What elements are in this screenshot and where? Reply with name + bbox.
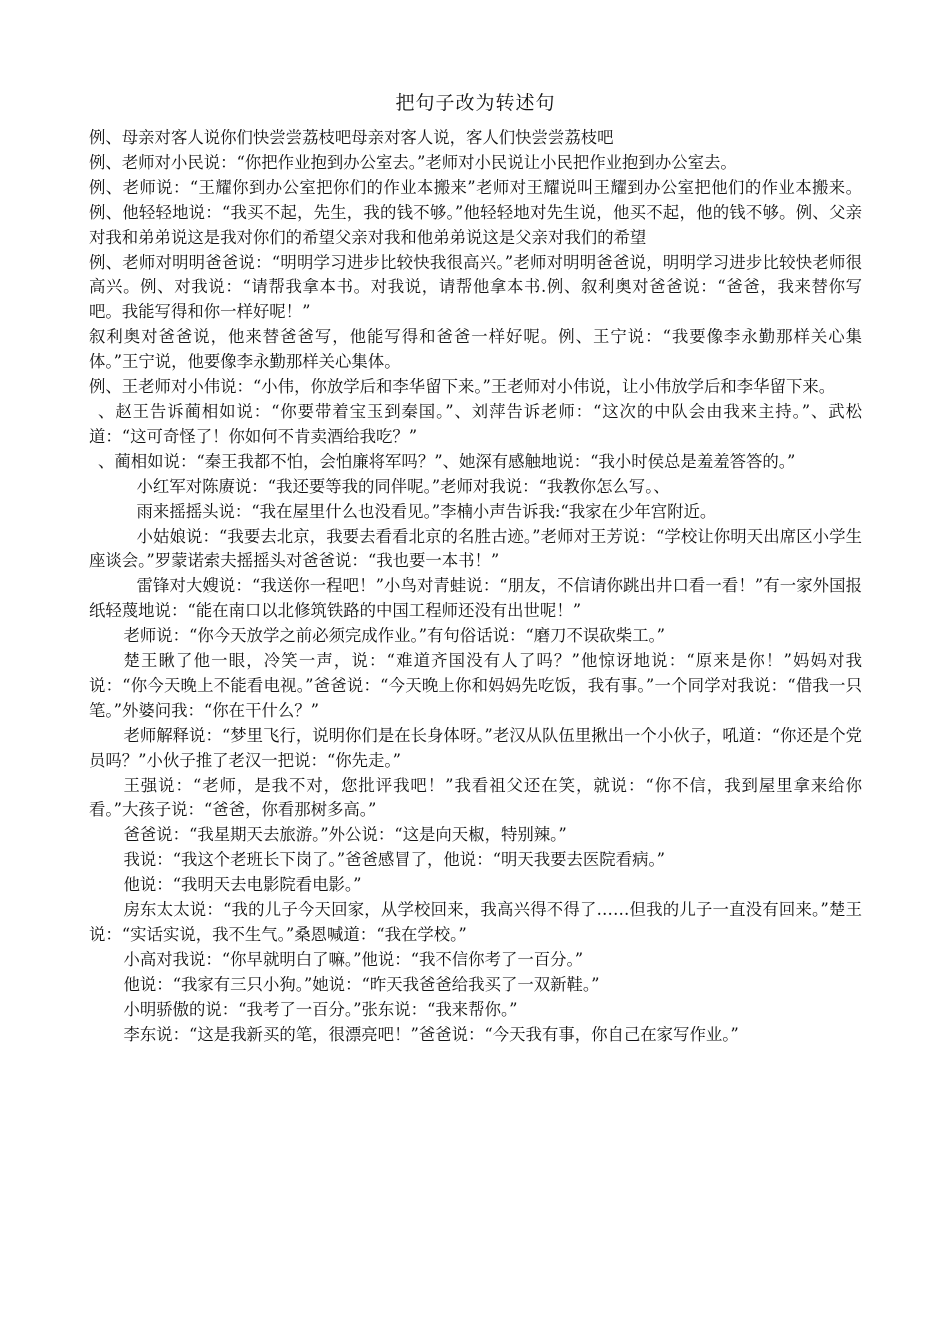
paragraph-6: 例、王老师对小伟说：“小伟，你放学后和李华留下来。”王老师对小伟说，让小伟放学后和李华留下来。 <box>89 377 836 397</box>
paragraph-18: 我说：“我这个老班长下岗了。”爸爸感冒了，他说：“明天我要去医院看病。” <box>123 850 666 870</box>
paragraph-14: 楚王瞅了他一眼，冷笑一声，说：“难道齐国没有人了吗？”他惊讶地说：“原来是你！”妈妈对我说：“你今天晚上不能看电视。”爸爸说：“今天晚上你和妈妈先吃饭，我有事。”一个同学对我说：“借我一只笔。”外婆问我：“你在干什么？” <box>89 651 862 720</box>
paragraph-11: 小姑娘说：“我要去北京，我要去看看北京的名胜古迹。”老师对王芳说：“学校让你明天出席区小学生座谈会。”罗蒙诺索夫摇摇头对爸爸说：“我也要一本书！” <box>89 526 862 571</box>
paragraph-17: 爸爸说：“我星期天去旅游。”外公说：“这是向天椒，特别辣。” <box>123 825 567 845</box>
paragraph-8: 、蔺相如说：“秦王我都不怕，会怕廉将军吗？”、她深有感触地说：“我小时侯总是羞羞答答的。” <box>98 451 796 471</box>
paragraph-15: 老师解释说：“梦里飞行，说明你们是在长身体呀。”老汉从队伍里揪出一个小伙子，吼道：“你还是个党员吗？”小伙子推了老汉一把说：“你先走。” <box>89 725 862 770</box>
paragraph-1: 例、母亲对客人说你们快尝尝荔枝吧母亲对客人说，客人们快尝尝荔枝吧 <box>89 128 614 147</box>
paragraph-20: 房东太太说：“我的儿子今天回家，从学校回来，我高兴得不得了……但我的儿子一直没有回来。”楚王说：“实话实说，我不生气。”桑恩喊道：“我在学校。” <box>89 900 862 944</box>
paragraph-21: 小高对我说：“你早就明白了嘛。”他说：“我不信你考了一百分。” <box>123 949 584 969</box>
paragraph-3: 例、老师说：“王耀你到办公室把你们的作业本搬来”老师对王耀说叫王耀到办公室把他们的作业本搬来。例、他轻轻地说：“我买不起，先生，我的钱不够。”他轻轻地对先生说，他买不起，他的钱不够。例、父亲对我和弟弟说这是我对你们的希望父亲对我和他弟弟说这是父亲对我们的希望 <box>89 177 862 247</box>
paragraph-19: 他说：“我明天去电影院看电影。” <box>123 875 362 895</box>
paragraph-4: 例、老师对明明爸爸说：“明明学习进步比较快我很高兴。”老师对明明爸爸说，明明学习进步比较快老师很高兴。例、对我说：“请帮我拿本书。对我说，请帮他拿本书.例、叙利奥对爸爸说：“爸爸，我来替你写吧。我能写得和你一样好呢！” <box>89 252 862 322</box>
paragraph-5: 叙利奥对爸爸说，他来替爸爸写，他能写得和爸爸一样好呢。例、王宁说：“我要像李永勤那样关心集体。”王宁说，他要像李永勤那样关心集体。 <box>89 327 862 372</box>
paragraph-7: 、赵王告诉蔺相如说：“你要带着宝玉到秦国。”、刘萍告诉老师：“这次的中队会由我来主持。”、武松道：“这可奇怪了！你如何不肯卖酒给我吃？” <box>89 401 862 446</box>
paragraph-10: 雨来摇摇头说：“我在屋里什么也没看见。”李楠小声告诉我:“我家在少年宫附近。 <box>136 501 717 521</box>
paragraph-2: 例、老师对小民说：“你把作业抱到办公室去。”老师对小民说让小民把作业抱到办公室去。 <box>89 152 737 172</box>
paragraph-12: 雷锋对大嫂说：“我送你一程吧！”小鸟对青蛙说：“朋友，不信请你跳出井口看一看！”有一家外国报纸轻蔑地说：“能在南口以北修筑铁路的中国工程师还没有出世呢！” <box>89 576 862 621</box>
paragraph-16: 王强说：“老师，是我不对，您批评我吧！”我看祖父还在笑，就说：“你不信，我到屋里拿来给你看。”大孩子说：“爸爸，你看那树多高。” <box>89 775 862 820</box>
paragraph-23: 小明骄傲的说：“我考了一百分。”张东说：“我来帮你。” <box>123 999 518 1019</box>
paragraph-9: 小红军对陈赓说：“我还要等我的同伴呢。”老师对我说：“我教你怎么写。、 <box>136 476 670 496</box>
page-title: 把句子改为转述句 <box>395 92 556 114</box>
paragraph-22: 他说：“我家有三只小狗。”她说：“昨天我爸爸给我买了一双新鞋。” <box>123 974 600 994</box>
paragraph-13: 老师说：“你今天放学之前必须完成作业。”有句俗话说：“磨刀不误砍柴工。” <box>123 626 666 646</box>
paragraph-24: 李东说：“这是我新买的笔，很漂亮吧！”爸爸说：“今天我有事，你自己在家写作业。” <box>123 1024 739 1044</box>
